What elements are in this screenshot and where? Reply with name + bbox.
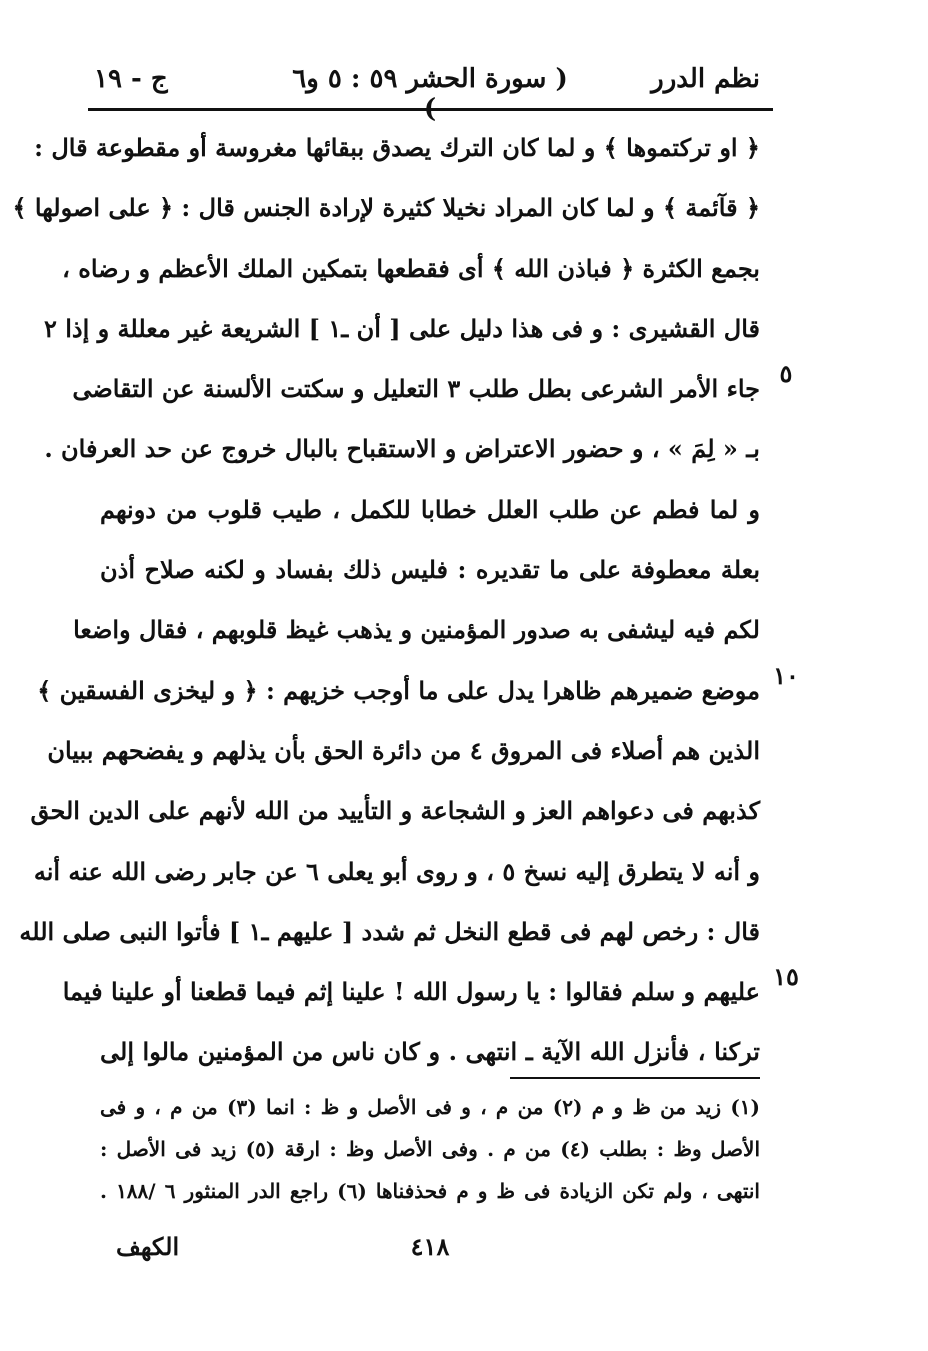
line-text: و أنه لا يتطرق إليه نسخ ٥ ، و روى أبو يعلى ٦ عن جابر رضى الله عنه أنه: [33, 856, 760, 886]
line-number: ١٠: [773, 660, 799, 690]
text-line: [73, 600, 760, 660]
line-text: بعلة معطوفة على ما تقديره : فليس ذلك بفساد و لكنه صلاح أذن: [100, 555, 760, 585]
footnote-line: الأصل وظ : بطلب (٤) من م . وفى الأصل وظ : ارقة (٥) زيد فى الأصل :: [100, 1137, 760, 1161]
volume-number: ج - ١٩: [94, 64, 168, 94]
text-line: [37, 660, 799, 721]
text-line: [47, 721, 760, 781]
line-number: ١٥: [773, 962, 799, 992]
line-text: ﴿ قآئمة ﴾ و لما كان المراد نخيلا كثيرة لإرادة الجنس قال : ﴿ على اصولها ﴾: [12, 193, 760, 223]
footnote-line: (١) زيد من ظ و م (٢) من م ، و فى الأصل و ظ : انما (٣) من م ، و فى: [100, 1095, 760, 1119]
line-text: بجمع الكثرة ﴿ فباذن الله ﴾ أى فقطعها بتمكين الملك الأعظم و رضاه ،: [62, 253, 760, 283]
text-line: [33, 842, 760, 902]
text-line: [100, 480, 760, 540]
text-line: [12, 178, 760, 238]
text-line: [19, 902, 760, 962]
line-text: بـ « لِمَ » ، و حضور الاعتراض و الاستقباح بالبال خروج عن حد العرفان .: [44, 434, 760, 464]
text-line: [62, 239, 760, 299]
line-text: و لما فطم عن طلب العلل خطابا للكمل ، طيب قلوب من دونهم: [100, 494, 760, 524]
line-text: لكم فيه ليشفى به صدور المؤمنين و يذهب غيظ قلوبهم ، فقال واضعا: [73, 615, 760, 645]
line-text: قال : رخص لهم فى قطع النخل ثم شدد [ عليهم ـ١ ] فأتوا النبى صلى الله: [19, 916, 760, 946]
text-line: [30, 781, 760, 841]
line-text: قال القشيرى : و فى هذا دليل على [ أن ـ١ ] الشريعة غير معللة و إذا ٢: [43, 313, 760, 343]
page-header: [90, 58, 770, 102]
text-line: [100, 1022, 760, 1082]
line-text: تركنا ، فأنزل الله الآية ـ انتهى . و كان ناس من المؤمنين مالوا إلى: [100, 1037, 760, 1067]
page-footer: [100, 1232, 760, 1268]
line-text: جاء الأمر الشرعى بطل طلب ٣ التعليل و سكتت الألسنة عن التقاضى: [72, 374, 760, 404]
text-line: [62, 962, 799, 1022]
line-text: كذبهم فى دعواهم العز و الشجاعة و التأييد من الله لأنهم على الدين الحق: [30, 796, 760, 826]
text-line: [44, 419, 760, 479]
main-text: [12, 118, 799, 1083]
page-number: ٤١٨: [410, 1232, 450, 1261]
text-line: [100, 540, 760, 600]
text-line: [34, 118, 760, 178]
line-text: موضع ضميرهم ظاهرا يدل على ما أوجب خزيهم : ﴿ و ليخزى الفسقين ﴾: [37, 675, 760, 705]
line-text: ﴿ او تركتموها ﴾ و لما كان الترك يصدق ببقائها مغروسة أو مقطوعة قال :: [34, 133, 760, 162]
header-rule: [88, 108, 773, 111]
line-text: عليهم و سلم فقالوا : يا رسول الله ! علينا إثم فيما قطعنا أو علينا فيما: [62, 977, 760, 1007]
surah-reference: ( سورة الحشر ٥٩ : ٥ و٦: [292, 64, 568, 94]
footnotes: [100, 1086, 760, 1212]
line-number: ٥: [779, 359, 793, 389]
text-line: [43, 299, 760, 359]
catchword: الكهف: [116, 1232, 180, 1261]
footnote-line: انتهى ، ولم تكن الزيادة فى ظ و م فحذفناها (٦) راجع الدر المنثور ٦ /١٨٨ .: [100, 1179, 760, 1203]
book-title: نظم الدرر: [651, 64, 760, 94]
text-line: [72, 359, 793, 419]
line-text: الذين هم أصلاء فى المروق ٤ من دائرة الحق بأن يذلهم و يفضحهم ببيان: [47, 735, 760, 765]
footnote-rule: [510, 1077, 760, 1079]
